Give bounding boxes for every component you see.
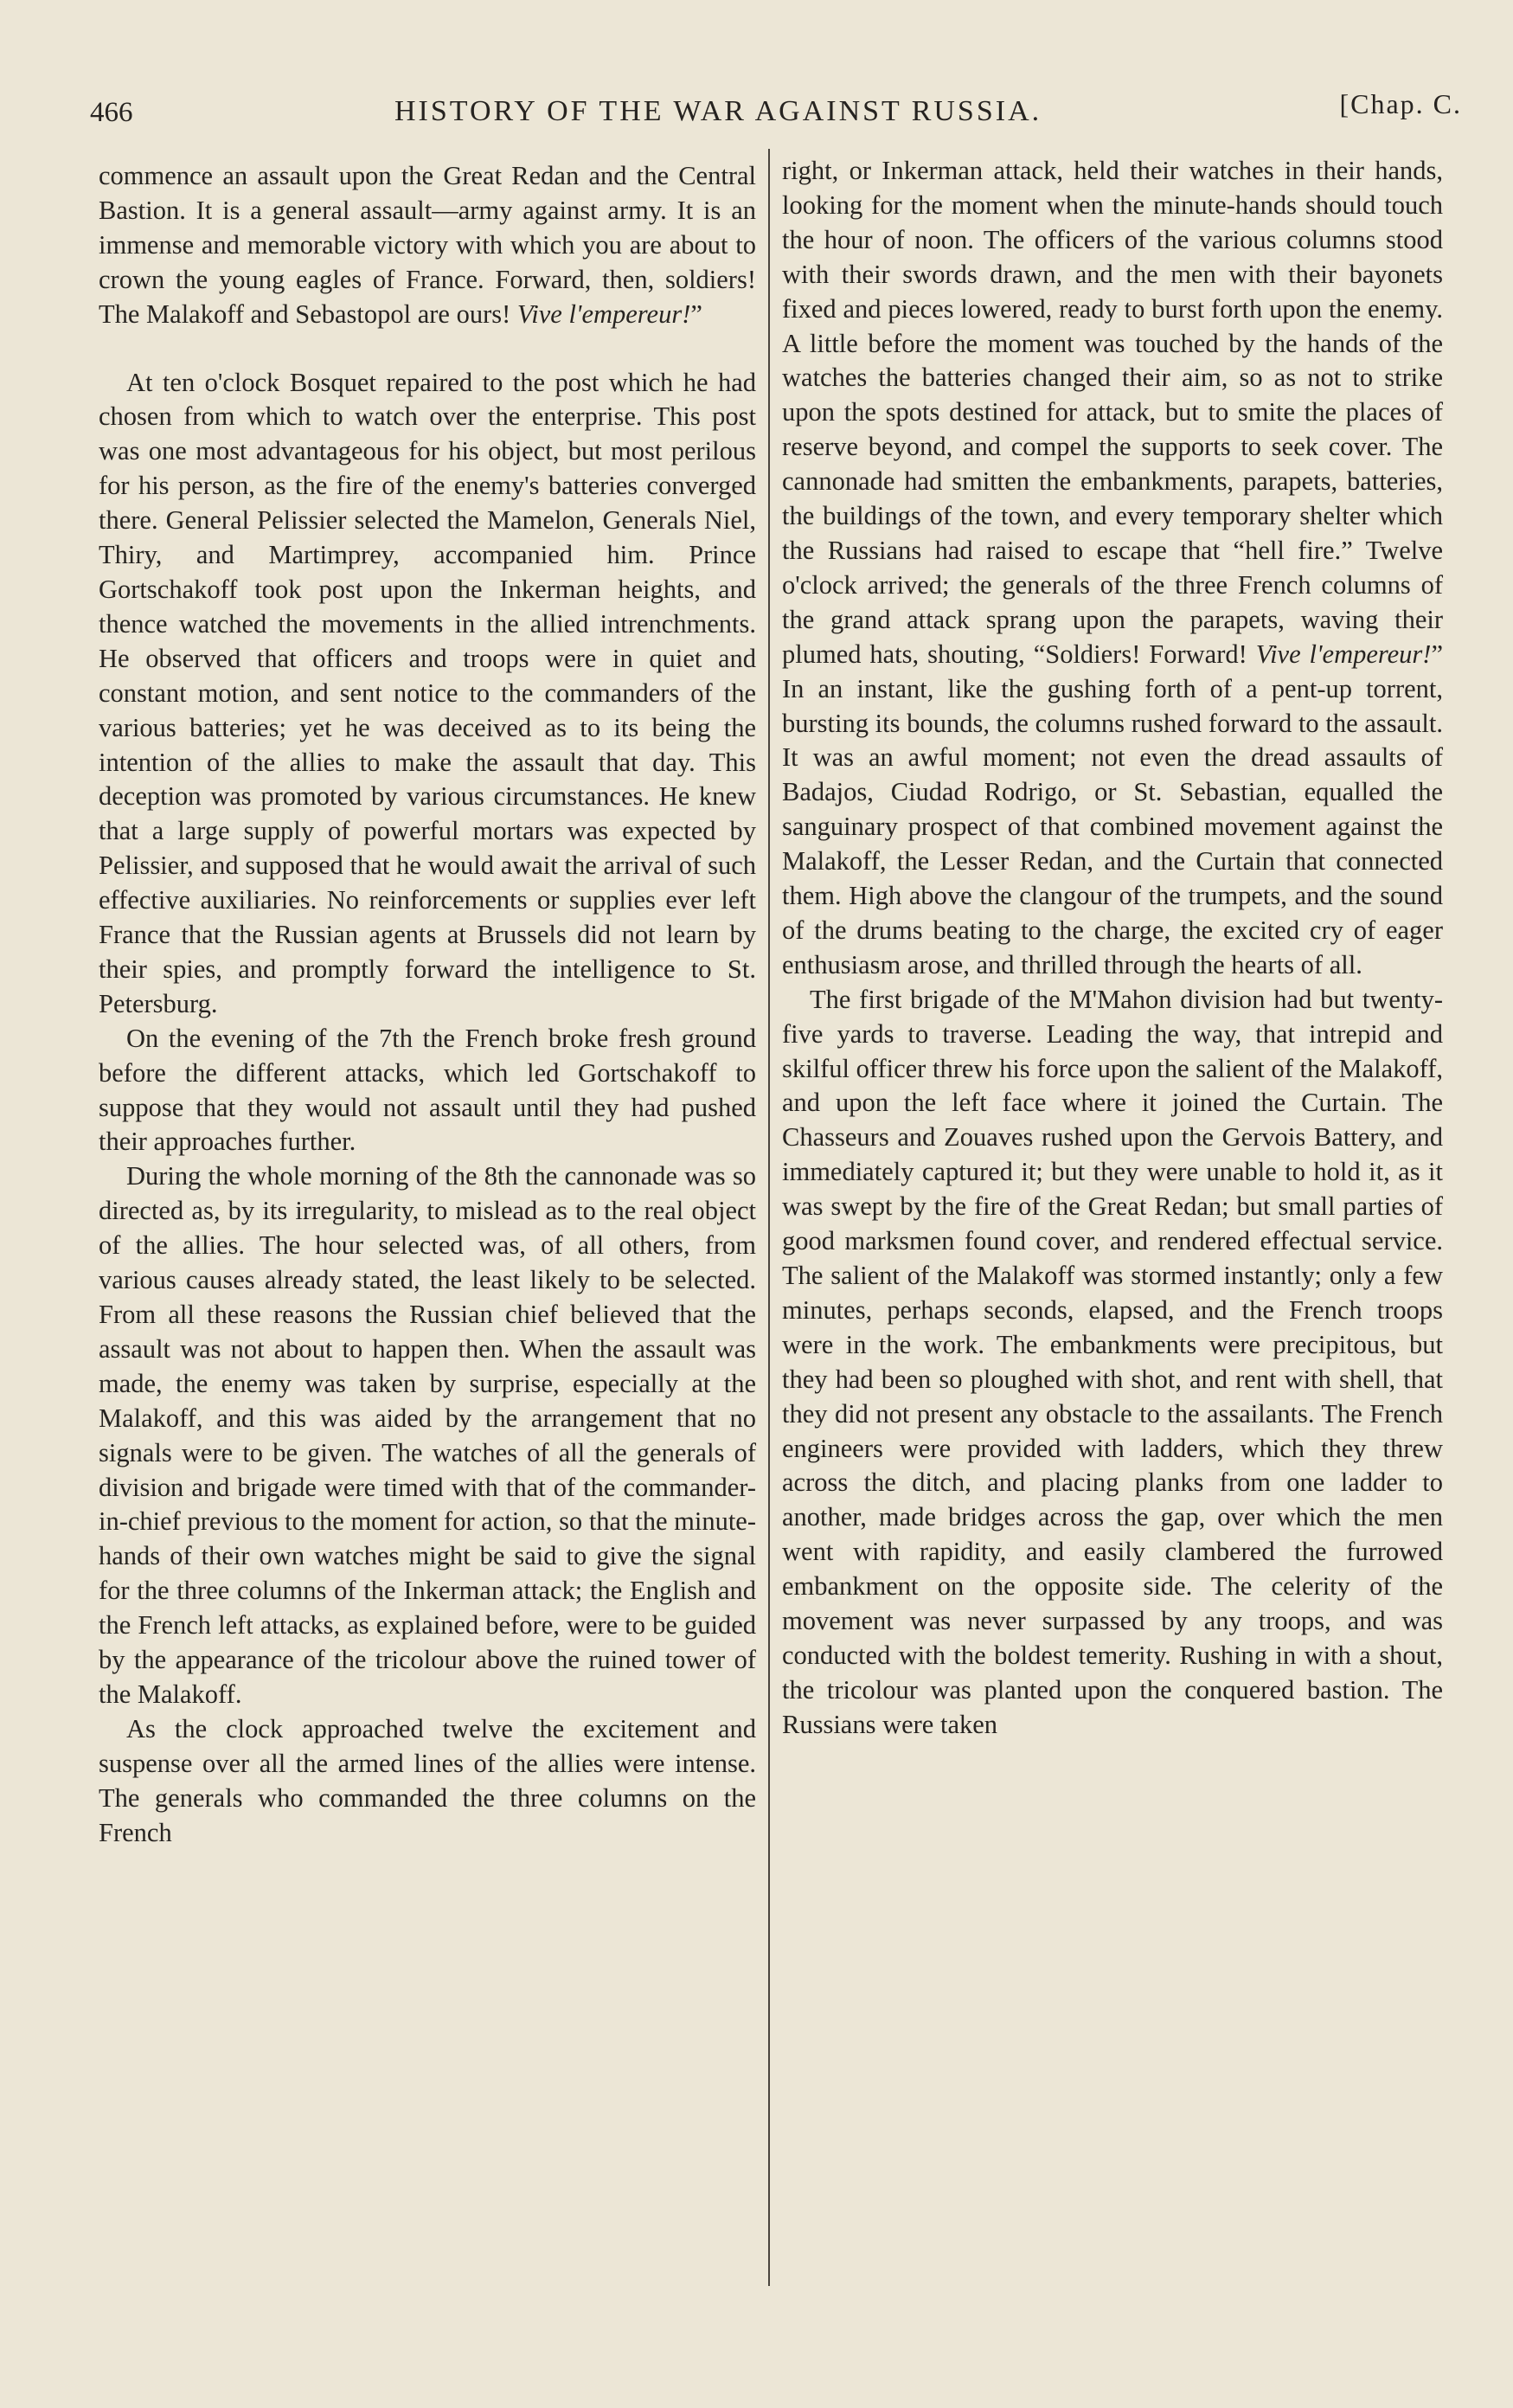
right-column xyxy=(782,154,1443,1743)
paragraph: On the evening of the 7th the French broke fresh ground before the different attacks, which led Gortschakoff to suppose that they would not assault until they had pushed their approaches further. xyxy=(99,1023,756,1157)
chapter-label: [Chap. C. xyxy=(1339,88,1462,119)
paragraph: The first brigade of the M'Mahon division had but twenty-five yards to traverse. Leading the way, that intrepid and skilful officer threw his force upon the salient of the Malakoff, and upon the left face where it joined the Curtain. The Chasseurs and Zouaves rushed upon the Gervois Battery, and immediately captured it; but they were unable to hold it, as it was swept by the fire of the Great Redan; but small parties of good marksmen found cover, and rendered effectual service. The salient of the Malakoff was stormed instantly; only a few minutes, perhaps seconds, elapsed, and the French troops were in the work. The embankments were precipitous, but they had been so ploughed with shot, and rent with shell, that they did not present any obstacle to the assailants. The French engineers were provided with ladders, which they threw across the ditch, and placing planks from one ladder to another, made bridges across the gap, over which the men went with rapidity, and easily clambered the furrowed embankment on the opposite side. The celerity of the movement was never surpassed by any troops, and was conducted with the boldest temerity. Rushing in with a shout, the tricolour was planted upon the conquered bastion. The Russians were taken xyxy=(782,984,1443,1739)
paragraph: During the whole morning of the 8th the cannonade was so directed as, by its irregularity, to mislead as to the real object of the allies. The hour selected was, of all others, from various causes already stated, the least likely to be selected. From all these reasons the Russian chief believed that the assault was not about to happen then. When the assault was made, the enemy was taken by surprise, especially at the Malakoff, and this was aided by the arrangement that no signals were to be given. The watches of all the generals of division and brigade were timed with that of the commander-in-chief previous to the moment for action, so that the minute-hands of their own watches might be said to give the signal for the three columns of the Inkerman attack; the English and the French left attacks, as explained before, were to be guided by the appearance of the tricolour above the ruined tower of the Malakoff. xyxy=(99,1161,756,1709)
page-number: 466 xyxy=(90,97,133,128)
paragraph: As the clock approached twelve the excitement and suspense over all the armed lines of the allies were intense. The generals who commanded the three columns on the French xyxy=(99,1713,756,1847)
paragraph: At ten o'clock Bosquet repaired to the post which he had chosen from which to watch over the enterprise. This post was one most advantageous for his object, but most perilous for his person, as the fire of the enemy's batteries converged there. General Pelissier selected the Mamelon, Generals Niel, Thiry, and Martimprey, accompanied him. Prince Gortschakoff took post upon the Inkerman heights, and thence watched the movements in the allied intrenchments. He observed that officers and troops were in quiet and constant motion, and sent notice to the commanders of the various batteries; yet he was deceived as to its being the intention of the allies to make the assault that day. This deception was promoted by various circumstances. He knew that a large supply of powerful mortars was expected by Pelissier, and supposed that he would await the arrival of such effective auxiliaries. No reinforcements or supplies ever left France that the Russian agents at Brussels did not learn by their spies, and promptly forward the intelligence to St. Petersburg. xyxy=(99,367,756,1018)
running-title: HISTORY OF THE WAR AGAINST RUSSIA. xyxy=(394,95,1042,127)
paragraph: right, or Inkerman attack, held their watches in their hands, looking for the moment when the minute-hands should touch the hour of noon. The officers of the various columns stood with their swords drawn, and the men with their bayonets fixed and pieces lowered, ready to burst forth upon the enemy. A little before the moment was touched by the hands of the watches the batteries changed their aim, so as not to strike upon the spots destined for attack, but to smite the places of reserve beyond, and compel the supports to seek cover. The cannonade had smitten the embankments, parapets, batteries, the buildings of the town, and every temporary shelter which the Russians had raised to escape that “hell fire.” Twelve o'clock arrived; the generals of the three French columns of the grand attack sprang upon the parapets, waving their plumed hats, shouting, “Soldiers! Forward! Vive l'empereur!” In an instant, like the gushing forth of a pent-up torrent, bursting its bounds, the columns rushed forward to the assault. It was an awful moment; not even the dread assaults of Badajos, Ciudad Rodrigo, or St. Sebastian, equalled the sanguinary prospect of that combined movement against the Malakoff, the Lesser Redan, and the Curtain that connected them. High above the clangour of the trumpets, and the sound of the drums beating to the charge, the excited cry of eager enthusiasm arose, and thrilled through the hearts of all. xyxy=(782,156,1443,979)
column-divider xyxy=(768,149,770,2286)
left-column xyxy=(99,159,756,1851)
page-header xyxy=(90,80,1491,132)
paragraph: commence an assault upon the Great Redan and the Central Bastion. It is a general assault—army against army. It is an immense and memorable victory with which you are about to crown the young eagles of France. Forward, then, soldiers! The Malakoff and Sebastopol are ours! Vive l'empereur!” xyxy=(99,161,756,329)
